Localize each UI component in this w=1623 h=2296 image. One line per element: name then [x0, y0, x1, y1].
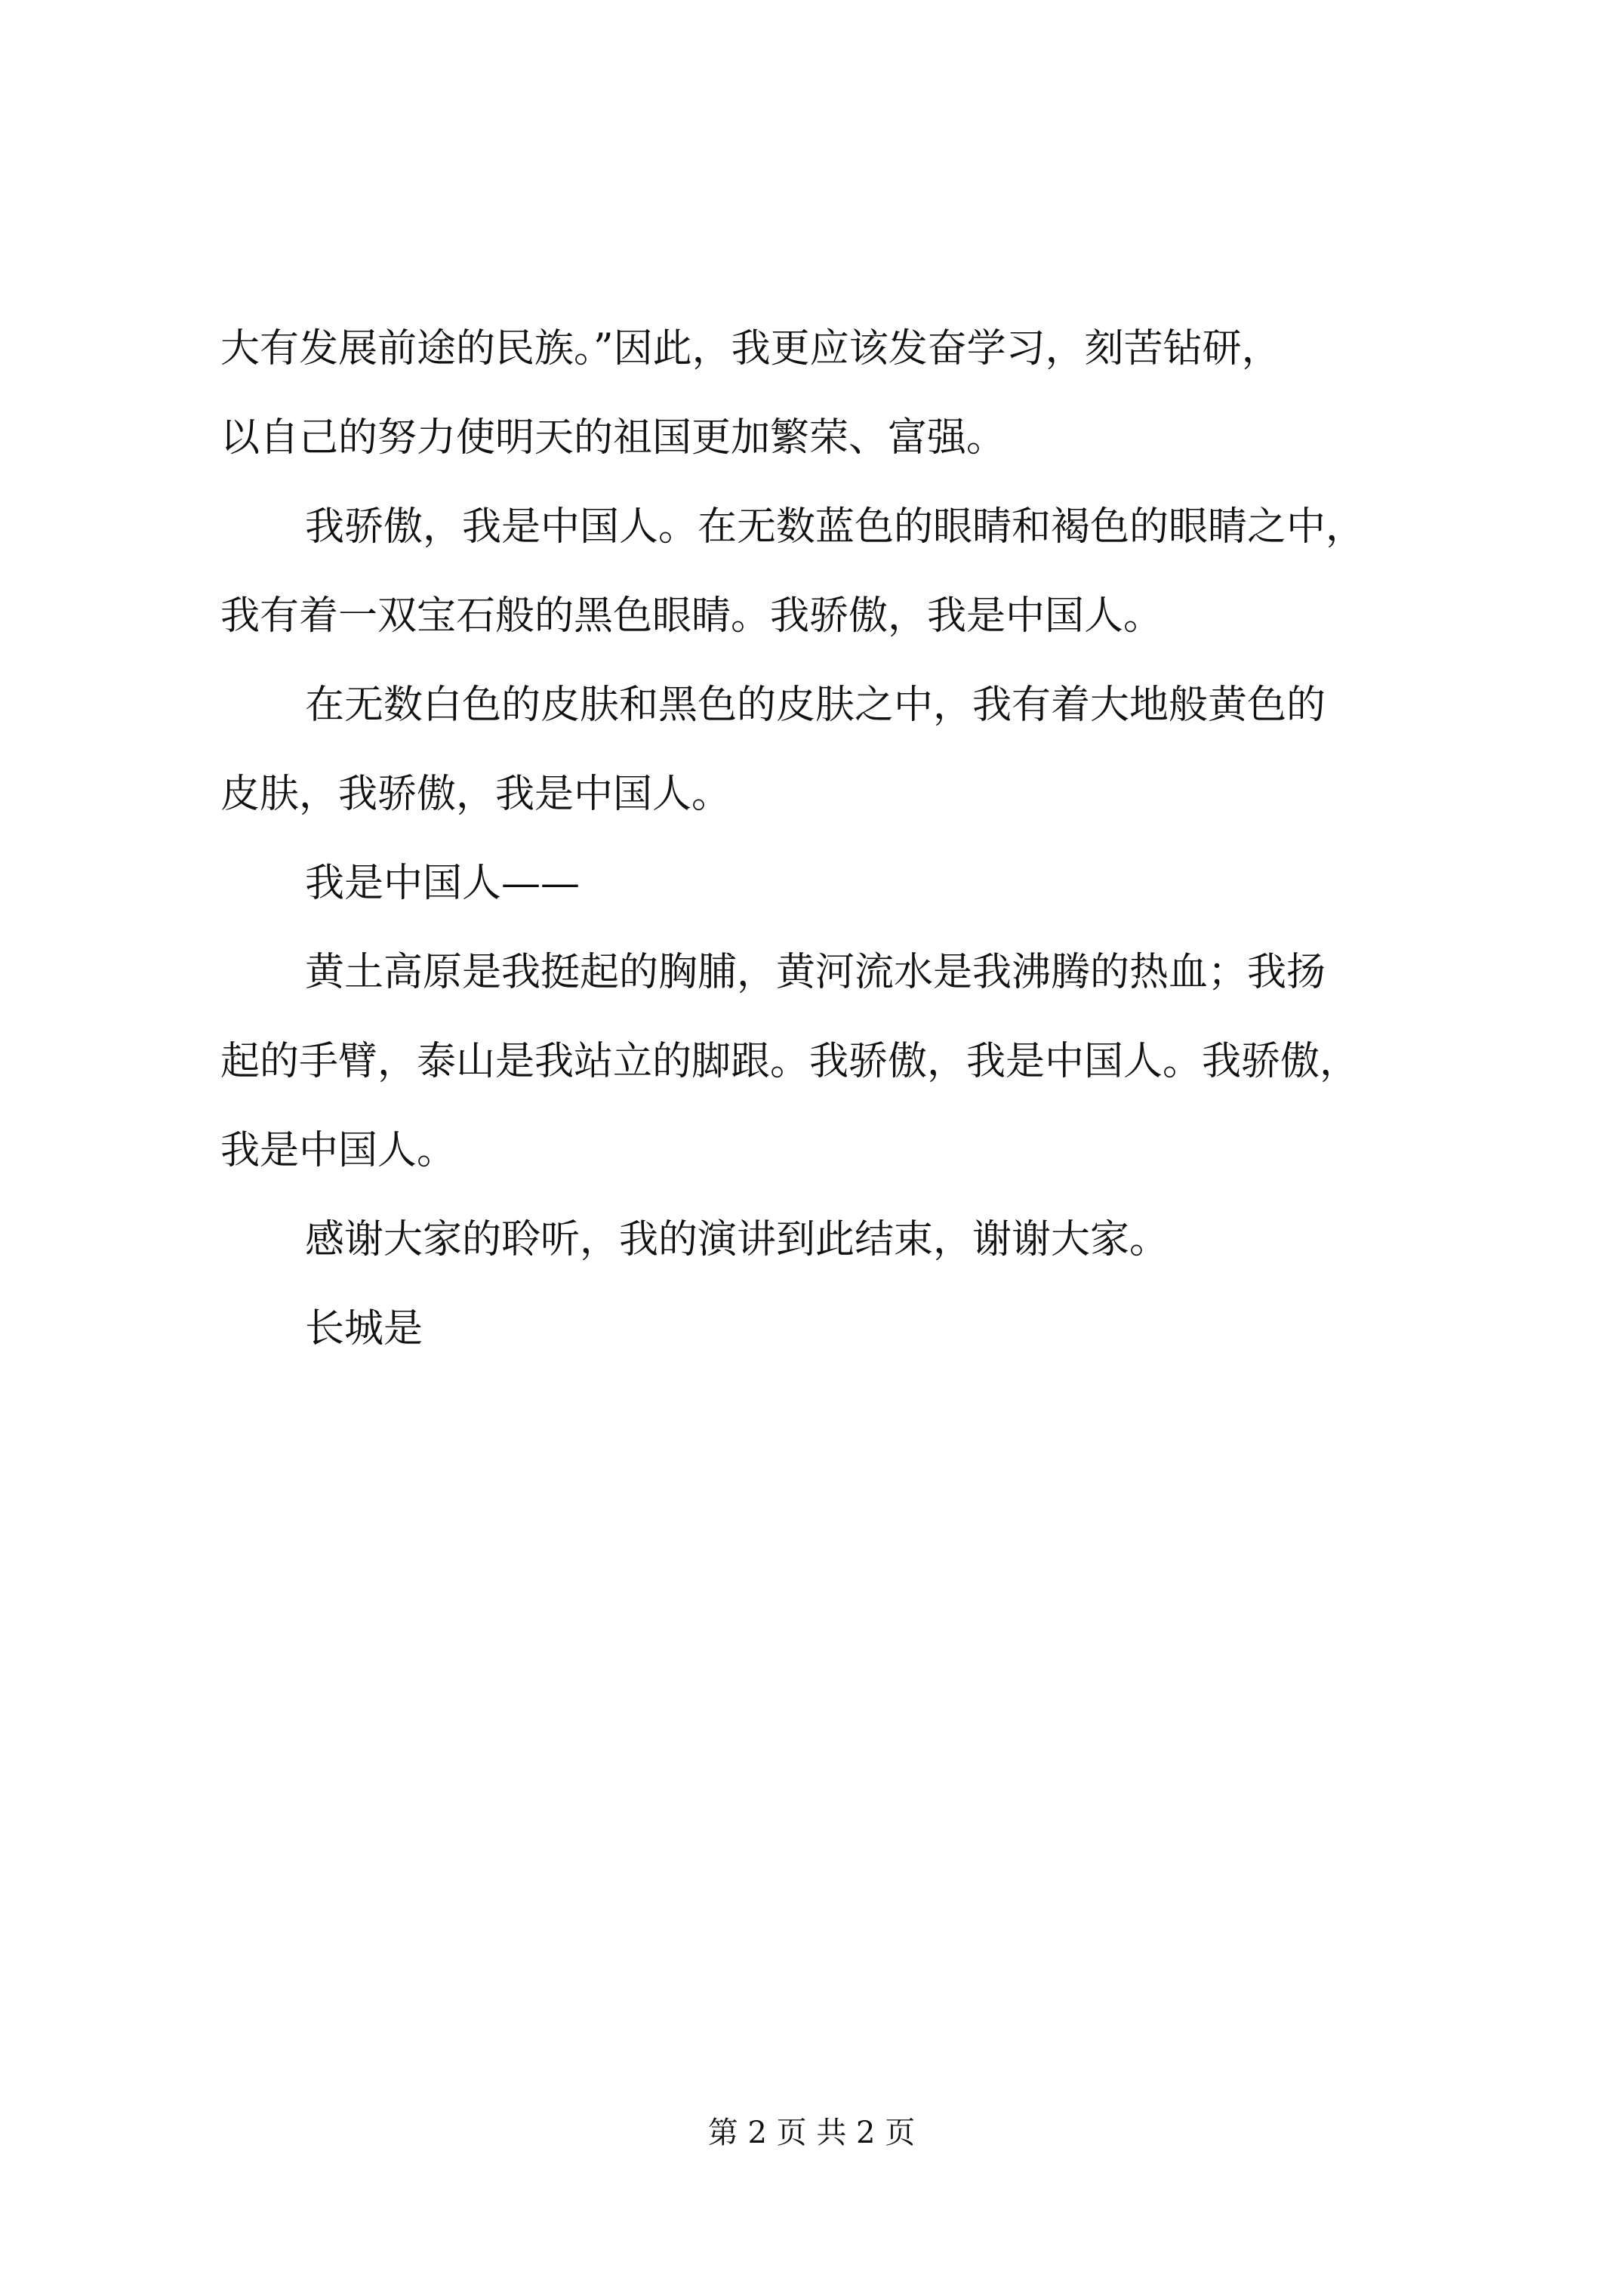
text-line: 皮肤，我骄傲，我是中国人。 [220, 772, 731, 817]
document-body [220, 304, 1421, 1373]
text-line: 我有着一双宝石般的黑色眼睛。我骄傲，我是中国人。 [220, 593, 1163, 639]
paragraph-line: 我是中国人—— [305, 861, 581, 906]
page-footer [0, 2112, 1623, 2154]
paragraph-line: 我骄傲，我是中国人。在无数蓝色的眼睛和褐色的眼睛之中， [305, 504, 1366, 550]
text-line: 以自己的努力使明天的祖国更加繁荣、富强。 [220, 415, 1006, 461]
text-line: 我是中国人。 [220, 1128, 457, 1173]
text-line: 大有发展前途的民族。”因此，我更应该发奋学习，刻苦钻研， [220, 326, 1281, 371]
paragraph-line: 感谢大家的聆听，我的演讲到此结束，谢谢大家。 [305, 1217, 1169, 1262]
paragraph-line: 长城是 [305, 1306, 423, 1351]
paragraph-line: 在无数白色的皮肤和黑色的皮肤之中，我有着大地般黄色的 [305, 683, 1326, 728]
page-number-label: 第 2 页 共 2 页 [707, 2116, 916, 2150]
paragraph-line: 黄土高原是我挺起的胸脯，黄河流水是我沸腾的热血；我扬 [305, 950, 1326, 995]
text-line: 起的手臂，泰山是我站立的脚跟。我骄傲，我是中国人。我骄傲， [220, 1039, 1360, 1084]
